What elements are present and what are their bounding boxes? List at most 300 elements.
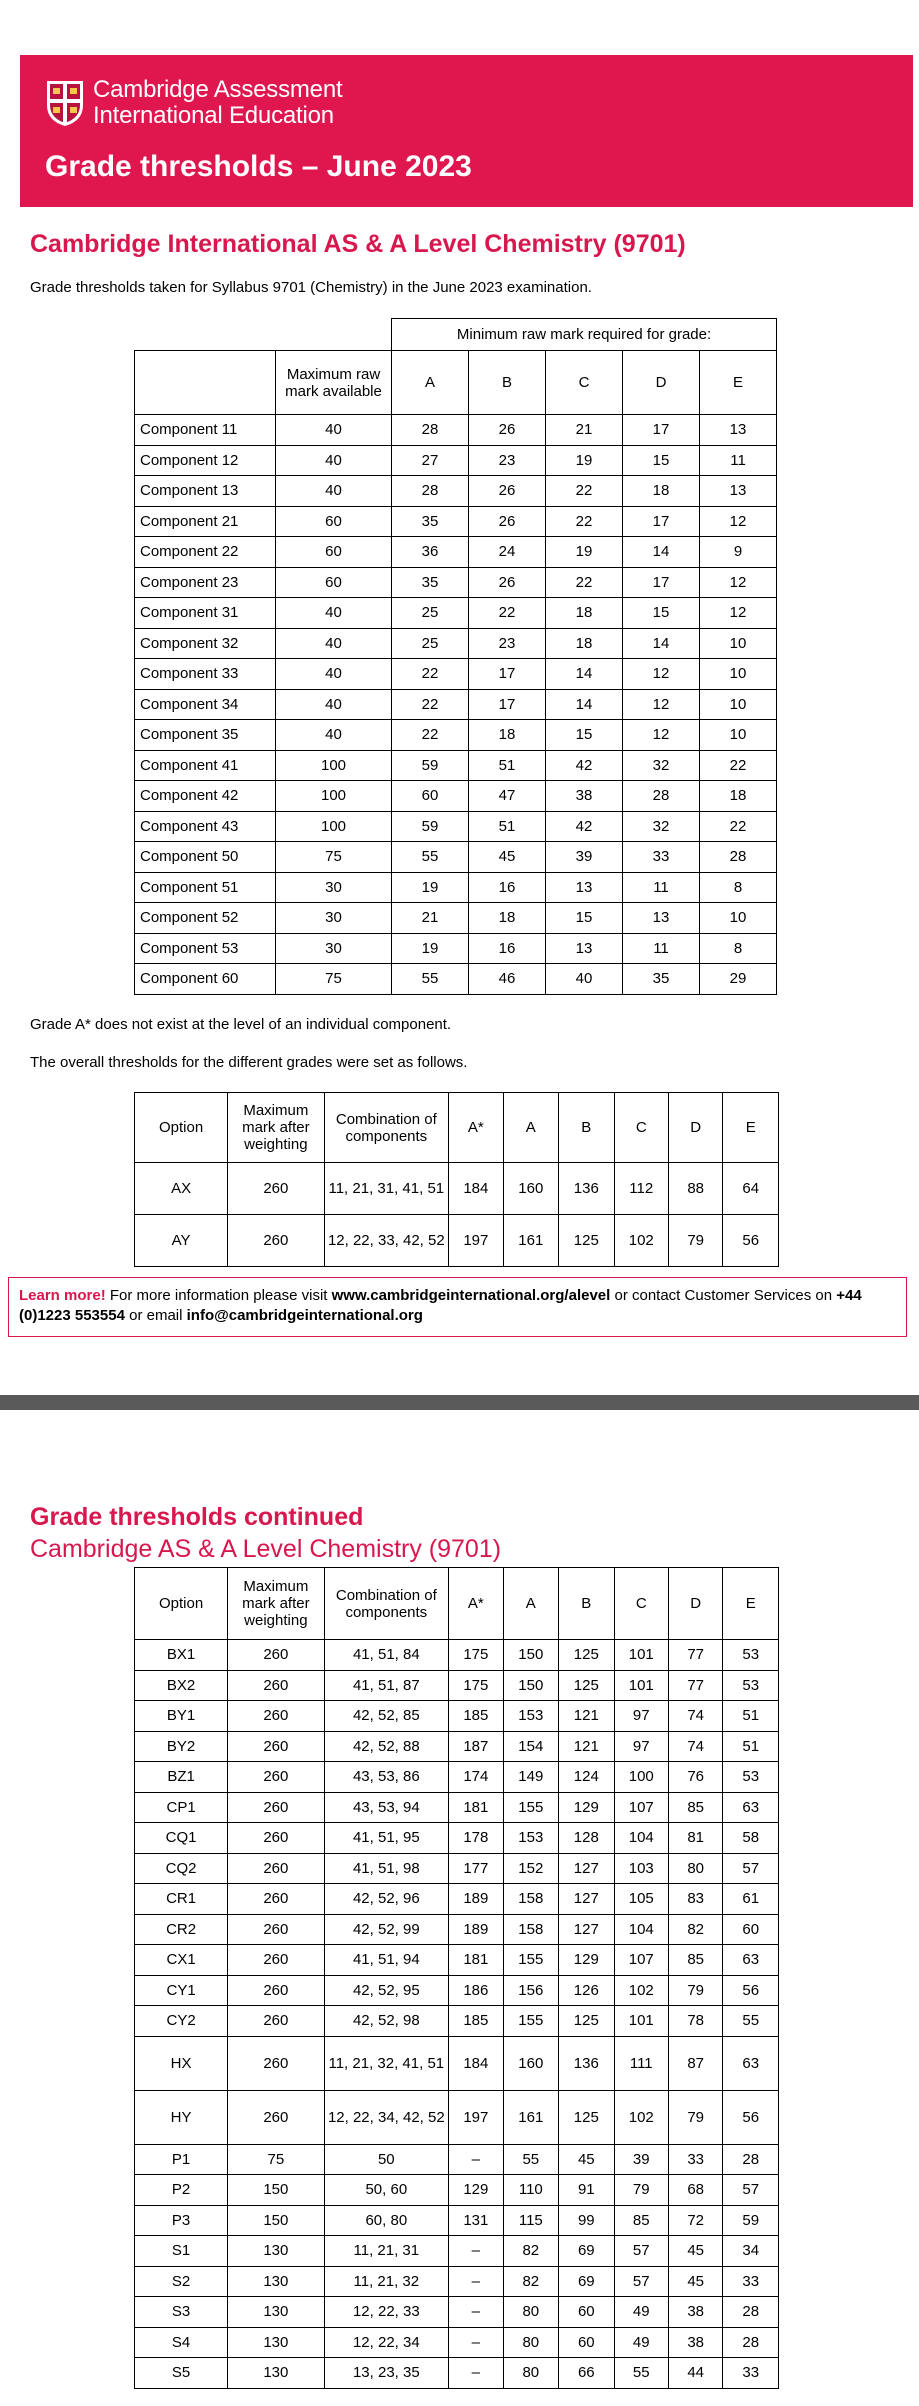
grade-threshold: 22 — [392, 659, 469, 690]
grade-threshold: 59 — [392, 811, 469, 842]
grade-threshold: 63 — [723, 2036, 779, 2090]
option-code: HY — [135, 2090, 228, 2144]
grade-threshold: 88 — [668, 1163, 722, 1215]
grade-threshold: 10 — [700, 720, 777, 751]
column-header: Combination of components — [324, 1568, 449, 1640]
grade-threshold: 15 — [546, 720, 623, 751]
grade-threshold: 33 — [623, 842, 700, 873]
group-header: Minimum raw mark required for grade: — [392, 319, 777, 351]
grade-threshold: 126 — [559, 1975, 614, 2006]
combination: 42, 52, 95 — [324, 1975, 449, 2006]
max-mark: 40 — [276, 415, 392, 446]
grade-threshold: 85 — [668, 1792, 722, 1823]
grade-threshold: 38 — [546, 781, 623, 812]
grade-threshold: 42 — [546, 750, 623, 781]
max-mark: 30 — [276, 872, 392, 903]
max-mark: 130 — [228, 2327, 324, 2358]
max-mark: 130 — [228, 2358, 324, 2389]
grade-threshold: 91 — [559, 2175, 614, 2206]
grade-threshold: 42 — [546, 811, 623, 842]
email-link[interactable]: info@cambridgeinternational.org — [186, 1307, 423, 1324]
grade-threshold: 85 — [668, 1945, 722, 1976]
option-code: AX — [135, 1163, 228, 1215]
max-mark: 260 — [228, 1163, 324, 1215]
grade-threshold: 28 — [723, 2144, 779, 2175]
column-header: Maximum mark after weighting — [228, 1093, 324, 1163]
grade-threshold: 14 — [546, 659, 623, 690]
max-mark: 60 — [276, 537, 392, 568]
grade-threshold: 51 — [723, 1701, 779, 1732]
grade-threshold: 38 — [668, 2327, 722, 2358]
org-line-1: Cambridge Assessment — [93, 76, 343, 103]
grade-threshold: 82 — [503, 2266, 558, 2297]
grade-threshold: 39 — [546, 842, 623, 873]
column-header: Option — [135, 1093, 228, 1163]
page-separator — [0, 1395, 919, 1410]
grade-threshold: 51 — [469, 750, 546, 781]
grade-threshold: 39 — [614, 2144, 668, 2175]
grade-threshold: – — [449, 2144, 503, 2175]
grade-threshold: 33 — [723, 2358, 779, 2389]
combination: 42, 52, 96 — [324, 1884, 449, 1915]
grade-threshold: 161 — [503, 1215, 558, 1267]
grade-threshold: 110 — [503, 2175, 558, 2206]
combination: 12, 22, 34 — [324, 2327, 449, 2358]
grade-threshold: 13 — [546, 933, 623, 964]
grade-threshold: 185 — [449, 2006, 503, 2037]
table-row — [135, 689, 777, 720]
table-row — [135, 720, 777, 751]
option-code: S1 — [135, 2236, 228, 2267]
table-row — [135, 1914, 779, 1945]
grade-threshold: 14 — [623, 628, 700, 659]
grade-threshold: 121 — [559, 1701, 614, 1732]
column-header: A* — [449, 1568, 503, 1640]
combination: 50 — [324, 2144, 449, 2175]
grade-threshold: 25 — [392, 628, 469, 659]
grade-threshold: 8 — [700, 933, 777, 964]
grade-threshold: 45 — [668, 2266, 722, 2297]
max-mark: 40 — [276, 689, 392, 720]
component-name: Component 53 — [135, 933, 276, 964]
grade-threshold: 22 — [392, 689, 469, 720]
grade-threshold: 18 — [546, 598, 623, 629]
grade-threshold: 189 — [449, 1884, 503, 1915]
grade-threshold: 10 — [700, 659, 777, 690]
grade-threshold: 28 — [623, 781, 700, 812]
grade-threshold: 149 — [503, 1762, 558, 1793]
grade-threshold: 15 — [546, 903, 623, 934]
grade-threshold: 102 — [614, 1975, 668, 2006]
overall-rows — [135, 1163, 779, 1267]
column-header: D — [668, 1568, 722, 1640]
table-row — [135, 1884, 779, 1915]
grade-threshold: 125 — [559, 1640, 614, 1671]
grade-threshold: 197 — [449, 1215, 503, 1267]
max-mark: 260 — [228, 1975, 324, 2006]
grade-threshold: 38 — [668, 2297, 722, 2328]
component-name: Component 32 — [135, 628, 276, 659]
max-mark: 60 — [276, 567, 392, 598]
max-mark-header: Maximum raw mark available — [276, 351, 392, 415]
grade-threshold: 97 — [614, 1731, 668, 1762]
grade-threshold: 136 — [559, 1163, 614, 1215]
grade-threshold: 22 — [546, 567, 623, 598]
org-line-2: International Education — [93, 102, 334, 129]
component-name: Component 13 — [135, 476, 276, 507]
intro-text: Grade thresholds taken for Syllabus 9701 (Chemistry) in the June 2023 examination. — [30, 279, 592, 296]
grade-threshold: 32 — [623, 811, 700, 842]
grade-threshold: 186 — [449, 1975, 503, 2006]
max-mark: 40 — [276, 598, 392, 629]
grade-threshold: 14 — [623, 537, 700, 568]
grade-threshold: 77 — [668, 1670, 722, 1701]
max-mark: 260 — [228, 1884, 324, 1915]
grade-threshold: 158 — [503, 1914, 558, 1945]
grade-threshold: 13 — [700, 415, 777, 446]
grade-threshold: 26 — [469, 567, 546, 598]
grade-threshold: 12 — [700, 567, 777, 598]
grade-threshold: 59 — [392, 750, 469, 781]
grade-threshold: 28 — [392, 415, 469, 446]
combination: 11, 21, 31, 41, 51 — [324, 1163, 449, 1215]
grade-threshold: 102 — [614, 2090, 668, 2144]
option-code: CR1 — [135, 1884, 228, 1915]
combination: 42, 52, 98 — [324, 2006, 449, 2037]
grade-threshold: 12 — [623, 720, 700, 751]
grade-threshold: 150 — [503, 1640, 558, 1671]
grade-threshold: 55 — [392, 842, 469, 873]
grade-threshold: 160 — [503, 2036, 558, 2090]
grade-threshold: 129 — [559, 1945, 614, 1976]
option-code: CX1 — [135, 1945, 228, 1976]
grade-threshold: 154 — [503, 1731, 558, 1762]
grade-threshold: 99 — [559, 2205, 614, 2236]
grade-threshold: 76 — [668, 1762, 722, 1793]
table-row — [135, 2236, 779, 2267]
grade-threshold: 156 — [503, 1975, 558, 2006]
max-mark: 260 — [228, 1762, 324, 1793]
grade-threshold: 161 — [503, 2090, 558, 2144]
grade-threshold: 79 — [668, 1975, 722, 2006]
grade-threshold: 57 — [723, 2175, 779, 2206]
grade-threshold: 28 — [723, 2297, 779, 2328]
cambridge-shield-icon — [45, 79, 85, 127]
grade-threshold: 127 — [559, 1914, 614, 1945]
grade-threshold: 12 — [623, 659, 700, 690]
grade-header: B — [469, 351, 546, 415]
option-code: BX2 — [135, 1670, 228, 1701]
option-code: CR2 — [135, 1914, 228, 1945]
max-mark: 260 — [228, 1701, 324, 1732]
grade-threshold: 104 — [614, 1823, 668, 1854]
table-row — [135, 1670, 779, 1701]
grade-threshold: 17 — [469, 659, 546, 690]
grade-threshold: 152 — [503, 1853, 558, 1884]
option-code: S5 — [135, 2358, 228, 2389]
grade-threshold: 8 — [700, 872, 777, 903]
grade-threshold: 19 — [546, 445, 623, 476]
grade-threshold: 58 — [723, 1823, 779, 1854]
option-thresholds-table — [134, 1567, 779, 2389]
grade-threshold: 53 — [723, 1762, 779, 1793]
option-code: BY1 — [135, 1701, 228, 1732]
option-code: S3 — [135, 2297, 228, 2328]
grade-threshold: – — [449, 2358, 503, 2389]
max-mark: 100 — [276, 781, 392, 812]
grade-threshold: 69 — [559, 2266, 614, 2297]
grade-threshold: 45 — [668, 2236, 722, 2267]
max-mark: 100 — [276, 750, 392, 781]
grade-threshold: 80 — [668, 1853, 722, 1884]
grade-threshold: 14 — [546, 689, 623, 720]
grade-threshold: 128 — [559, 1823, 614, 1854]
grade-threshold: 82 — [668, 1914, 722, 1945]
grade-threshold: 189 — [449, 1914, 503, 1945]
grade-threshold: 175 — [449, 1640, 503, 1671]
grade-threshold: 35 — [392, 567, 469, 598]
component-name: Component 33 — [135, 659, 276, 690]
grade-threshold: 10 — [700, 903, 777, 934]
grade-threshold: 56 — [723, 2090, 779, 2144]
organisation-name — [93, 77, 342, 129]
table-row — [135, 2006, 779, 2037]
combination: 41, 51, 94 — [324, 1945, 449, 1976]
max-mark: 260 — [228, 1853, 324, 1884]
grade-threshold: 19 — [392, 872, 469, 903]
column-header: Option — [135, 1568, 228, 1640]
combination: 13, 23, 35 — [324, 2358, 449, 2389]
option-code: P3 — [135, 2205, 228, 2236]
grade-threshold: 22 — [546, 476, 623, 507]
max-mark: 260 — [228, 2006, 324, 2037]
grade-threshold: 18 — [469, 903, 546, 934]
component-name: Component 35 — [135, 720, 276, 751]
grade-threshold: 103 — [614, 1853, 668, 1884]
grade-threshold: 12 — [700, 506, 777, 537]
grade-threshold: 80 — [503, 2327, 558, 2358]
grade-threshold: 57 — [723, 1853, 779, 1884]
max-mark: 75 — [276, 964, 392, 995]
combination: 43, 53, 94 — [324, 1792, 449, 1823]
column-header: A — [503, 1568, 558, 1640]
table-row — [135, 842, 777, 873]
option-code: P2 — [135, 2175, 228, 2206]
component-header — [135, 351, 276, 415]
grade-threshold: 127 — [559, 1853, 614, 1884]
table-row — [135, 811, 777, 842]
option-code: BZ1 — [135, 1762, 228, 1793]
grade-threshold: 121 — [559, 1731, 614, 1762]
max-mark: 130 — [228, 2266, 324, 2297]
grade-header: D — [623, 351, 700, 415]
component-name: Component 22 — [135, 537, 276, 568]
table-row — [135, 2175, 779, 2206]
grade-threshold: 18 — [546, 628, 623, 659]
combination: 42, 52, 85 — [324, 1701, 449, 1732]
grade-threshold: 72 — [668, 2205, 722, 2236]
grade-threshold: 22 — [469, 598, 546, 629]
component-name: Component 21 — [135, 506, 276, 537]
grade-threshold: 21 — [392, 903, 469, 934]
grade-threshold: 10 — [700, 628, 777, 659]
component-name: Component 12 — [135, 445, 276, 476]
combination: 43, 53, 86 — [324, 1762, 449, 1793]
table-row — [135, 781, 777, 812]
grade-threshold: 187 — [449, 1731, 503, 1762]
max-mark: 75 — [276, 842, 392, 873]
max-mark: 75 — [228, 2144, 324, 2175]
grade-threshold: 26 — [469, 415, 546, 446]
grade-threshold: 24 — [469, 537, 546, 568]
table-row — [135, 1823, 779, 1854]
column-header: D — [668, 1093, 722, 1163]
grade-threshold: 63 — [723, 1945, 779, 1976]
grade-threshold: 104 — [614, 1914, 668, 1945]
grade-threshold: 125 — [559, 1670, 614, 1701]
component-name: Component 52 — [135, 903, 276, 934]
table-row — [135, 1163, 779, 1215]
grade-threshold: 125 — [559, 2006, 614, 2037]
grade-threshold: 64 — [723, 1163, 779, 1215]
max-mark: 40 — [276, 445, 392, 476]
grade-threshold: 17 — [623, 567, 700, 598]
phone-number: +44 (0)1223 553554 — [19, 1287, 862, 1324]
table-row — [135, 476, 777, 507]
grade-threshold: 17 — [623, 506, 700, 537]
empty-cell — [135, 319, 276, 351]
grade-threshold: 131 — [449, 2205, 503, 2236]
combination: 41, 51, 87 — [324, 1670, 449, 1701]
option-code: CQ2 — [135, 1853, 228, 1884]
column-header: Combination of components — [324, 1093, 449, 1163]
grade-threshold: 45 — [469, 842, 546, 873]
component-rows — [135, 415, 777, 995]
learn-more-text: or email — [124, 1307, 187, 1324]
grade-threshold: 19 — [392, 933, 469, 964]
max-mark: 30 — [276, 903, 392, 934]
grade-threshold: 11 — [623, 933, 700, 964]
table-row — [135, 2090, 779, 2144]
grade-threshold: 28 — [723, 2327, 779, 2358]
max-mark: 260 — [228, 2090, 324, 2144]
grade-threshold: 32 — [623, 750, 700, 781]
grade-threshold: 10 — [700, 689, 777, 720]
table-row — [135, 1945, 779, 1976]
continued-heading: Grade thresholds continued — [30, 1503, 364, 1531]
table-row — [135, 567, 777, 598]
table-row — [135, 1701, 779, 1732]
grade-threshold: 79 — [668, 2090, 722, 2144]
grade-threshold: 11 — [700, 445, 777, 476]
combination: 12, 22, 34, 42, 52 — [324, 2090, 449, 2144]
grade-threshold: 150 — [503, 1670, 558, 1701]
grade-threshold: 101 — [614, 1670, 668, 1701]
table-row — [135, 964, 777, 995]
grade-threshold: 55 — [614, 2358, 668, 2389]
grade-threshold: 87 — [668, 2036, 722, 2090]
grade-threshold: 79 — [614, 2175, 668, 2206]
column-header: A — [503, 1093, 558, 1163]
grade-threshold: 60 — [559, 2327, 614, 2358]
component-name: Component 60 — [135, 964, 276, 995]
table-row — [135, 445, 777, 476]
option-code: CQ1 — [135, 1823, 228, 1854]
learn-more-text: For more information please visit — [105, 1287, 332, 1304]
grade-threshold: 68 — [668, 2175, 722, 2206]
grade-threshold: 18 — [700, 781, 777, 812]
grade-threshold: 124 — [559, 1762, 614, 1793]
grade-threshold: 23 — [469, 628, 546, 659]
grade-threshold: 160 — [503, 1163, 558, 1215]
grade-threshold: 28 — [392, 476, 469, 507]
table-row — [135, 872, 777, 903]
grade-threshold: 17 — [469, 689, 546, 720]
grade-threshold: 16 — [469, 933, 546, 964]
grade-threshold: 15 — [623, 598, 700, 629]
grade-threshold: 56 — [723, 1215, 779, 1267]
option-code: CP1 — [135, 1792, 228, 1823]
grade-threshold: 29 — [700, 964, 777, 995]
option-code: BX1 — [135, 1640, 228, 1671]
option-rows — [135, 1640, 779, 2389]
combination: 42, 52, 88 — [324, 1731, 449, 1762]
combination: 12, 22, 33 — [324, 2297, 449, 2328]
option-code: CY2 — [135, 2006, 228, 2037]
combination: 41, 51, 98 — [324, 1853, 449, 1884]
table-row — [135, 2358, 779, 2389]
grade-threshold: 112 — [614, 1163, 668, 1215]
grade-threshold: – — [449, 2327, 503, 2358]
grade-threshold: 101 — [614, 1640, 668, 1671]
max-mark: 130 — [228, 2236, 324, 2267]
combination: 11, 21, 31 — [324, 2236, 449, 2267]
grade-threshold: 51 — [469, 811, 546, 842]
grade-threshold: 33 — [723, 2266, 779, 2297]
combination: 41, 51, 95 — [324, 1823, 449, 1854]
grade-threshold: 36 — [392, 537, 469, 568]
grade-threshold: 77 — [668, 1640, 722, 1671]
component-name: Component 23 — [135, 567, 276, 598]
component-name: Component 11 — [135, 415, 276, 446]
grade-threshold: – — [449, 2236, 503, 2267]
grade-threshold: 100 — [614, 1762, 668, 1793]
grade-threshold: 59 — [723, 2205, 779, 2236]
grade-threshold: 175 — [449, 1670, 503, 1701]
grade-threshold: 15 — [623, 445, 700, 476]
max-mark: 60 — [276, 506, 392, 537]
table-row — [135, 1853, 779, 1884]
grade-threshold: 9 — [700, 537, 777, 568]
grade-threshold: 12 — [623, 689, 700, 720]
option-code: BY2 — [135, 1731, 228, 1762]
grade-threshold: 56 — [723, 1975, 779, 2006]
grade-threshold: 74 — [668, 1701, 722, 1732]
grade-threshold: 153 — [503, 1823, 558, 1854]
max-mark: 260 — [228, 1670, 324, 1701]
grade-threshold: 60 — [559, 2297, 614, 2328]
learn-more-text: or contact Customer Services on — [610, 1287, 837, 1304]
grade-threshold: 28 — [700, 842, 777, 873]
max-mark: 260 — [228, 1914, 324, 1945]
column-header: C — [614, 1568, 668, 1640]
page-title: Grade thresholds – June 2023 — [45, 150, 472, 183]
option-code: HX — [135, 2036, 228, 2090]
table-row — [135, 628, 777, 659]
table-row — [135, 1731, 779, 1762]
website-link[interactable]: www.cambridgeinternational.org/alevel — [331, 1287, 611, 1304]
option-code: S4 — [135, 2327, 228, 2358]
